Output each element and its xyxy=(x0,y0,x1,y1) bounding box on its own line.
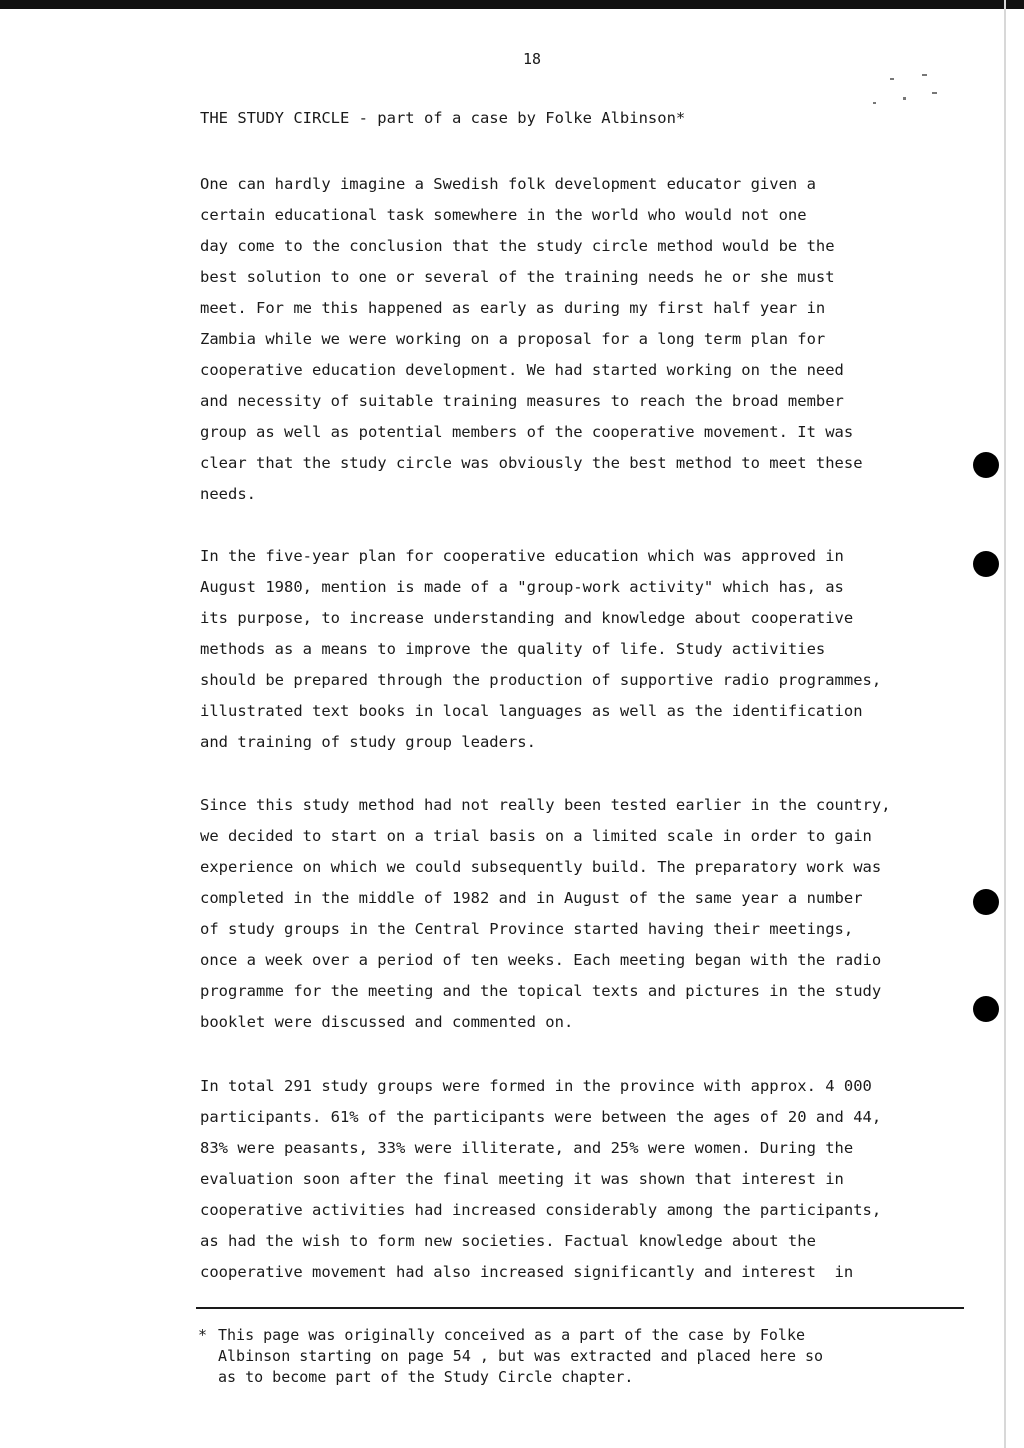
footnote-line: as to become part of the Study Circle chapter. xyxy=(218,1368,634,1386)
text-line: group as well as potential members of the cooperative movement. It was xyxy=(200,423,854,441)
text-line: clear that the study circle was obviously the best method to meet these xyxy=(200,454,863,472)
text-line: illustrated text books in local languages as well as the identification xyxy=(200,702,863,720)
paragraph-3 xyxy=(200,790,970,1038)
punch-hole xyxy=(973,452,999,478)
scan-speck xyxy=(890,78,894,80)
text-line: programme for the meeting and the topical texts and pictures in the study xyxy=(200,982,882,1000)
text-line: In total 291 study groups were formed in the province with approx. 4 000 xyxy=(200,1077,872,1095)
text-line: Zambia while we were working on a proposal for a long term plan for xyxy=(200,330,826,348)
page-title: THE STUDY CIRCLE - part of a case by Folke Albinson* xyxy=(200,109,686,127)
text-line: we decided to start on a trial basis on a limited scale in order to gain xyxy=(200,827,872,845)
text-line: day come to the conclusion that the study circle method would be the xyxy=(200,237,835,255)
text-line: August 1980, mention is made of a "group-work activity" which has, as xyxy=(200,578,844,596)
scan-right-edge xyxy=(1004,0,1006,1448)
paragraph-2 xyxy=(200,541,970,758)
footnote-marker: * xyxy=(198,1326,208,1344)
text-line: participants. 61% of the participants were between the ages of 20 and 44, xyxy=(200,1108,882,1126)
text-line: cooperative activities had increased considerably among the participants, xyxy=(200,1201,882,1219)
text-line: booklet were discussed and commented on. xyxy=(200,1013,574,1031)
text-line: cooperative movement had also increased significantly and interest in xyxy=(200,1263,854,1281)
text-line: needs. xyxy=(200,485,256,503)
text-line: and necessity of suitable training measures to reach the broad member xyxy=(200,392,844,410)
text-line: Since this study method had not really been tested earlier in the country, xyxy=(200,796,891,814)
text-line: methods as a means to improve the quality of life. Study activities xyxy=(200,640,826,658)
punch-hole xyxy=(973,996,999,1022)
text-line: cooperative education development. We had started working on the need xyxy=(200,361,844,379)
text-line: meet. For me this happened as early as during my first half year in xyxy=(200,299,826,317)
scan-speck xyxy=(873,102,876,104)
scan-speck xyxy=(903,97,906,100)
text-line: One can hardly imagine a Swedish folk development educator given a xyxy=(200,175,816,193)
punch-hole xyxy=(973,551,999,577)
text-line: best solution to one or several of the training needs he or she must xyxy=(200,268,835,286)
text-line: completed in the middle of 1982 and in August of the same year a number xyxy=(200,889,863,907)
scan-speck xyxy=(932,92,937,94)
footnote-line: Albinson starting on page 54 , but was extracted and placed here so xyxy=(218,1347,824,1365)
footnote-text xyxy=(218,1325,823,1388)
footnote-line: This page was originally conceived as a part of the case by Folke xyxy=(218,1326,805,1344)
text-line: and training of study group leaders. xyxy=(200,733,536,751)
paragraph-4 xyxy=(200,1071,970,1288)
text-line: experience on which we could subsequently build. The preparatory work was xyxy=(200,858,882,876)
scan-speck xyxy=(922,74,927,76)
text-line: evaluation soon after the final meeting it was shown that interest in xyxy=(200,1170,844,1188)
scan-top-edge xyxy=(0,0,1024,9)
paragraph-1 xyxy=(200,169,970,510)
text-line: as had the wish to form new societies. Factual knowledge about the xyxy=(200,1232,816,1250)
page-number: 18 xyxy=(523,50,542,68)
text-line: its purpose, to increase understanding and knowledge about cooperative xyxy=(200,609,854,627)
text-line: of study groups in the Central Province started having their meetings, xyxy=(200,920,854,938)
text-line: certain educational task somewhere in the world who would not one xyxy=(200,206,807,224)
text-line: In the five-year plan for cooperative education which was approved in xyxy=(200,547,844,565)
text-line: once a week over a period of ten weeks. Each meeting began with the radio xyxy=(200,951,882,969)
punch-hole xyxy=(973,889,999,915)
text-line: 83% were peasants, 33% were illiterate, and 25% were women. During the xyxy=(200,1139,854,1157)
footnote-divider xyxy=(196,1307,964,1309)
text-line: should be prepared through the production of supportive radio programmes, xyxy=(200,671,882,689)
